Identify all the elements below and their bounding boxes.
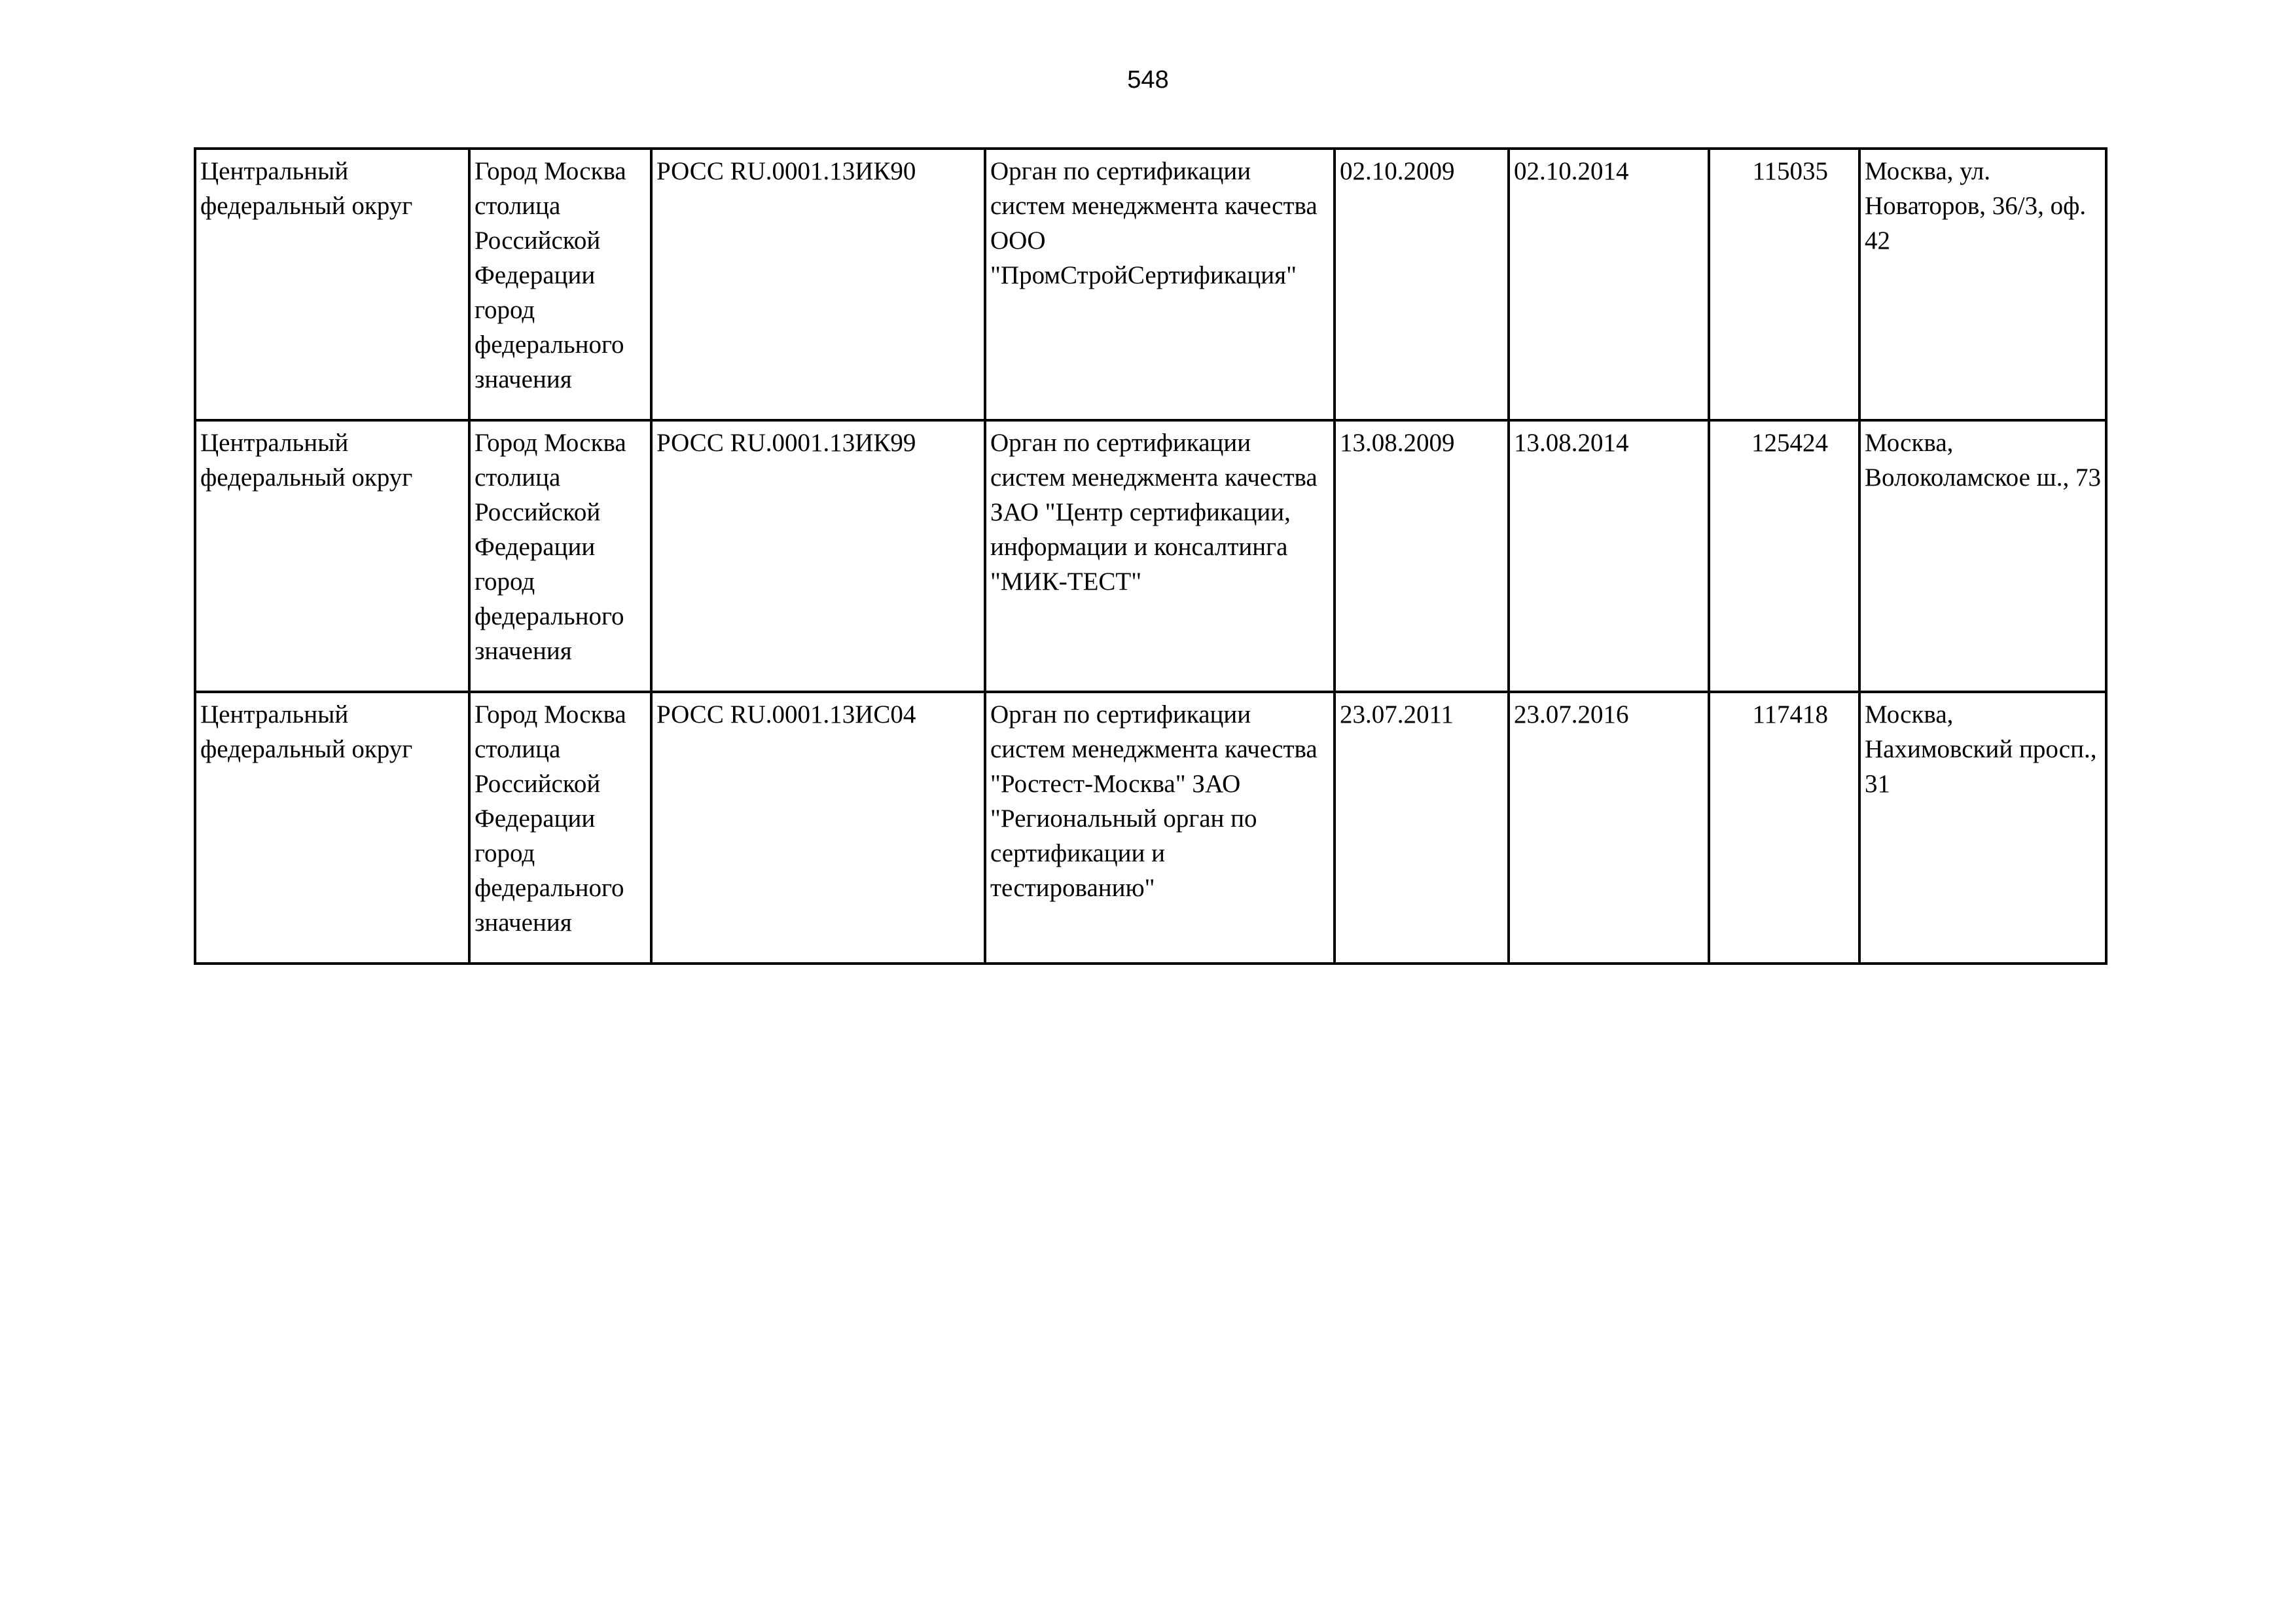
table-row [195, 420, 2106, 692]
date-from-cell: 13.08.2009 [1335, 420, 1509, 692]
registration-number-cell: РОСС RU.0001.13ИС04 [651, 692, 985, 964]
district-cell: Центральный федеральный округ [195, 692, 469, 964]
organization-cell: Орган по сертификации систем менеджмента качества ООО "ПромСтройСертификация" [985, 149, 1335, 420]
region-cell: Город Москва столица Российской Федерации город федерального значения [469, 149, 651, 420]
postal-code-cell: 115035 [1709, 149, 1859, 420]
table-row [195, 149, 2106, 420]
organization-cell: Орган по сертификации систем менеджмента качества ЗАО "Центр сертификации, информации и консалтинга "МИК-ТЕСТ" [985, 420, 1335, 692]
postal-code-cell: 117418 [1709, 692, 1859, 964]
date-from-cell: 23.07.2011 [1335, 692, 1509, 964]
date-to-cell: 13.08.2014 [1509, 420, 1709, 692]
postal-code-cell: 125424 [1709, 420, 1859, 692]
page-number: 548 [1127, 66, 1169, 94]
address-cell: Москва, Нахимовский просп., 31 [1859, 692, 2106, 964]
registration-number-cell: РОСС RU.0001.13ИК90 [651, 149, 985, 420]
date-to-cell: 02.10.2014 [1509, 149, 1709, 420]
district-cell: Центральный федеральный округ [195, 420, 469, 692]
region-cell: Город Москва столица Российской Федерации город федерального значения [469, 420, 651, 692]
organization-cell: Орган по сертификации систем менеджмента качества "Ростест-Москва" ЗАО "Региональный орган по сертификации и тестированию" [985, 692, 1335, 964]
date-to-cell: 23.07.2016 [1509, 692, 1709, 964]
region-cell: Город Москва столица Российской Федерации город федерального значения [469, 692, 651, 964]
address-cell: Москва, Волоколамское ш., 73 [1859, 420, 2106, 692]
registration-number-cell: РОСС RU.0001.13ИК99 [651, 420, 985, 692]
certification-bodies-table [194, 147, 2108, 965]
table-row [195, 692, 2106, 964]
district-cell: Центральный федеральный округ [195, 149, 469, 420]
address-cell: Москва, ул. Новаторов, 36/3, оф. 42 [1859, 149, 2106, 420]
date-from-cell: 02.10.2009 [1335, 149, 1509, 420]
